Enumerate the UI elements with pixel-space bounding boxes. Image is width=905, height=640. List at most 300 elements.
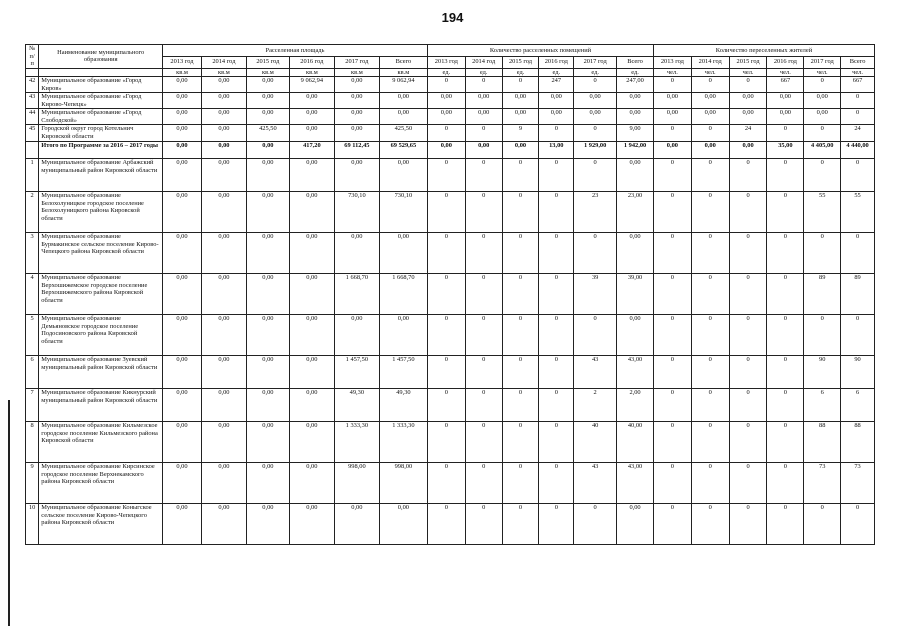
header-unit-rooms-4: ед. [574, 68, 617, 77]
value-cell-rooms-2: 0 [502, 463, 539, 504]
value-cell-people-4: 73 [804, 463, 841, 504]
value-cell-people-0: 0 [653, 159, 691, 192]
value-cell-rooms-2: 9 [502, 125, 539, 142]
value-cell-area-2: 0,00 [246, 77, 289, 93]
value-cell-people-5: 55 [841, 192, 875, 233]
table-row [26, 356, 875, 389]
value-cell-area-0: 0,00 [163, 504, 202, 545]
value-cell-area-1: 0,00 [201, 159, 246, 192]
value-cell-rooms-1: 0 [465, 77, 502, 93]
value-cell-people-1: 0,00 [691, 109, 729, 125]
value-cell-area-5: 9 062,94 [379, 77, 427, 93]
value-cell-people-1: 0 [691, 233, 729, 274]
municipality-name: Муниципальное образование Верхошижемское городское поселение Верхошижемского района Кировской области [39, 274, 163, 315]
value-cell-rooms-3: 0 [539, 315, 574, 356]
value-cell-area-2: 0,00 [246, 389, 289, 422]
value-cell-area-5: 0,00 [379, 93, 427, 109]
value-cell-area-1: 0,00 [201, 389, 246, 422]
value-cell-people-3: 0 [767, 389, 804, 422]
value-cell-rooms-5: 23,00 [617, 192, 654, 233]
value-cell-rooms-0: 0 [427, 77, 465, 93]
value-cell-area-5: 0,00 [379, 504, 427, 545]
value-cell-rooms-3: 0,00 [539, 93, 574, 109]
value-cell-area-3: 0,00 [289, 315, 334, 356]
value-cell-people-0: 0 [653, 463, 691, 504]
value-cell-area-3: 0,00 [289, 389, 334, 422]
value-cell-rooms-4: 39 [574, 274, 617, 315]
value-cell-rooms-2: 0,00 [502, 109, 539, 125]
value-cell-area-5: 69 529,65 [379, 142, 427, 159]
value-cell-people-5: 0 [841, 504, 875, 545]
value-cell-area-1: 0,00 [201, 315, 246, 356]
value-cell-people-4: 0 [804, 159, 841, 192]
value-cell-rooms-2: 0 [502, 159, 539, 192]
value-cell-area-0: 0,00 [163, 109, 202, 125]
header-year-rooms-5: Всего [617, 56, 654, 68]
value-cell-rooms-2: 0,00 [502, 142, 539, 159]
value-cell-rooms-4: 43 [574, 463, 617, 504]
row-number: 3 [26, 233, 39, 274]
header-year-area-4: 2017 год [334, 56, 379, 68]
row-number: 9 [26, 463, 39, 504]
value-cell-people-2: 0,00 [729, 142, 767, 159]
municipality-name: Муниципальное образование Арбажский муниципальный район Кировской области [39, 159, 163, 192]
value-cell-area-3: 0,00 [289, 504, 334, 545]
header-year-rooms-2: 2015 год [502, 56, 539, 68]
header-unit-area-2: кв.м [246, 68, 289, 77]
value-cell-rooms-4: 0 [574, 77, 617, 93]
value-cell-rooms-3: 0 [539, 274, 574, 315]
value-cell-rooms-1: 0 [465, 463, 502, 504]
header-year-people-2: 2015 год [729, 56, 767, 68]
value-cell-rooms-4: 40 [574, 422, 617, 463]
header-year-rooms-1: 2014 год [465, 56, 502, 68]
header-group-people: Количество переселенных жителей [653, 45, 874, 57]
table-row [26, 463, 875, 504]
value-cell-area-4: 1 333,30 [334, 422, 379, 463]
value-cell-people-2: 0,00 [729, 93, 767, 109]
header-year-area-1: 2014 год [201, 56, 246, 68]
value-cell-area-4: 0,00 [334, 159, 379, 192]
value-cell-area-4: 0,00 [334, 93, 379, 109]
table-row [26, 142, 875, 159]
value-cell-rooms-3: 0 [539, 504, 574, 545]
value-cell-people-4: 0,00 [804, 93, 841, 109]
value-cell-people-3: 0 [767, 233, 804, 274]
value-cell-area-1: 0,00 [201, 463, 246, 504]
value-cell-rooms-2: 0,00 [502, 93, 539, 109]
municipality-name: Муниципальное образование «Город Кирово-Чепецк» [39, 93, 163, 109]
value-cell-area-0: 0,00 [163, 233, 202, 274]
value-cell-people-4: 0,00 [804, 109, 841, 125]
value-cell-area-4: 0,00 [334, 504, 379, 545]
value-cell-rooms-3: 0 [539, 356, 574, 389]
value-cell-rooms-1: 0 [465, 233, 502, 274]
value-cell-rooms-3: 0 [539, 389, 574, 422]
value-cell-area-0: 0,00 [163, 77, 202, 93]
value-cell-people-3: 0 [767, 463, 804, 504]
value-cell-rooms-3: 247 [539, 77, 574, 93]
value-cell-rooms-0: 0,00 [427, 142, 465, 159]
value-cell-rooms-1: 0 [465, 125, 502, 142]
value-cell-people-5: 0 [841, 93, 875, 109]
municipality-name: Муниципальное образование Кикнурский муниципальный район Кировской области [39, 389, 163, 422]
value-cell-area-4: 69 112,45 [334, 142, 379, 159]
value-cell-rooms-1: 0 [465, 504, 502, 545]
value-cell-people-3: 0 [767, 192, 804, 233]
value-cell-area-3: 0,00 [289, 109, 334, 125]
table-row [26, 77, 875, 93]
value-cell-area-4: 730,10 [334, 192, 379, 233]
value-cell-rooms-3: 0 [539, 159, 574, 192]
header-year-rooms-0: 2013 год [427, 56, 465, 68]
value-cell-people-4: 0 [804, 77, 841, 93]
row-number: 4 [26, 274, 39, 315]
header-year-people-0: 2013 год [653, 56, 691, 68]
header-unit-area-5: кв.м [379, 68, 427, 77]
header-group-rooms: Количество расселенных помещений [427, 45, 653, 57]
row-number [26, 142, 39, 159]
value-cell-rooms-4: 0 [574, 504, 617, 545]
value-cell-area-1: 0,00 [201, 356, 246, 389]
value-cell-people-4: 89 [804, 274, 841, 315]
value-cell-rooms-0: 0 [427, 504, 465, 545]
value-cell-people-3: 667 [767, 77, 804, 93]
value-cell-rooms-1: 0,00 [465, 93, 502, 109]
value-cell-people-5: 4 440,00 [841, 142, 875, 159]
value-cell-area-2: 0,00 [246, 274, 289, 315]
value-cell-rooms-4: 0 [574, 315, 617, 356]
value-cell-people-3: 0 [767, 422, 804, 463]
value-cell-rooms-3: 0 [539, 463, 574, 504]
value-cell-rooms-5: 0,00 [617, 233, 654, 274]
value-cell-people-2: 0 [729, 77, 767, 93]
value-cell-rooms-2: 0 [502, 389, 539, 422]
value-cell-rooms-5: 2,00 [617, 389, 654, 422]
value-cell-area-5: 998,00 [379, 463, 427, 504]
units-blank-name [39, 68, 163, 77]
header-year-rooms-4: 2017 год [574, 56, 617, 68]
row-number: 43 [26, 93, 39, 109]
value-cell-area-0: 0,00 [163, 463, 202, 504]
value-cell-rooms-5: 0,00 [617, 93, 654, 109]
value-cell-area-3: 0,00 [289, 233, 334, 274]
value-cell-area-5: 1 668,70 [379, 274, 427, 315]
value-cell-people-0: 0 [653, 422, 691, 463]
value-cell-people-0: 0 [653, 233, 691, 274]
value-cell-people-4: 90 [804, 356, 841, 389]
value-cell-rooms-2: 0 [502, 77, 539, 93]
table-row [26, 315, 875, 356]
value-cell-area-3: 0,00 [289, 125, 334, 142]
value-cell-people-5: 667 [841, 77, 875, 93]
header-year-area-3: 2016 год [289, 56, 334, 68]
value-cell-people-0: 0,00 [653, 93, 691, 109]
value-cell-rooms-4: 0,00 [574, 93, 617, 109]
value-cell-people-0: 0 [653, 77, 691, 93]
municipality-name: Муниципальное образование Коныгское сельское поселение Кирово-Чепецкого района Кировской области [39, 504, 163, 545]
value-cell-area-3: 0,00 [289, 274, 334, 315]
value-cell-area-4: 0,00 [334, 77, 379, 93]
value-cell-people-1: 0 [691, 389, 729, 422]
value-cell-people-5: 0 [841, 315, 875, 356]
value-cell-people-4: 88 [804, 422, 841, 463]
value-cell-people-3: 0 [767, 125, 804, 142]
value-cell-rooms-4: 2 [574, 389, 617, 422]
value-cell-area-3: 0,00 [289, 463, 334, 504]
value-cell-area-1: 0,00 [201, 142, 246, 159]
value-cell-rooms-0: 0 [427, 159, 465, 192]
value-cell-rooms-1: 0 [465, 315, 502, 356]
value-cell-area-4: 0,00 [334, 233, 379, 274]
municipality-name: Муниципальное образование Кирсинское городское поселение Верхнекамского района Кировской области [39, 463, 163, 504]
margin-rule [8, 400, 10, 626]
value-cell-rooms-3: 13,00 [539, 142, 574, 159]
value-cell-people-4: 0 [804, 504, 841, 545]
value-cell-area-3: 0,00 [289, 93, 334, 109]
value-cell-rooms-4: 0,00 [574, 109, 617, 125]
row-number: 8 [26, 422, 39, 463]
municipality-name: Муниципальное образование Бурмакинское сельское поселение Кирово-Чепецкого района Кировской области [39, 233, 163, 274]
value-cell-people-0: 0 [653, 504, 691, 545]
value-cell-area-4: 1 668,70 [334, 274, 379, 315]
value-cell-rooms-1: 0 [465, 356, 502, 389]
value-cell-people-1: 0 [691, 159, 729, 192]
row-number: 5 [26, 315, 39, 356]
value-cell-people-4: 0 [804, 125, 841, 142]
row-number: 1 [26, 159, 39, 192]
value-cell-area-0: 0,00 [163, 315, 202, 356]
value-cell-people-5: 0 [841, 159, 875, 192]
page-number: 194 [441, 10, 464, 25]
table-row [26, 159, 875, 192]
header-units-row [26, 68, 875, 77]
header-unit-people-4: чел. [804, 68, 841, 77]
row-number: 10 [26, 504, 39, 545]
value-cell-rooms-0: 0 [427, 233, 465, 274]
value-cell-area-0: 0,00 [163, 192, 202, 233]
value-cell-area-3: 9 062,94 [289, 77, 334, 93]
value-cell-area-0: 0,00 [163, 93, 202, 109]
municipality-name: Муниципальное образование Зуевский муниципальный район Кировской области [39, 356, 163, 389]
value-cell-area-0: 0,00 [163, 142, 202, 159]
value-cell-area-0: 0,00 [163, 125, 202, 142]
value-cell-people-5: 73 [841, 463, 875, 504]
value-cell-area-2: 425,50 [246, 125, 289, 142]
header-year-area-2: 2015 год [246, 56, 289, 68]
value-cell-people-3: 0 [767, 315, 804, 356]
value-cell-rooms-2: 0 [502, 504, 539, 545]
value-cell-rooms-2: 0 [502, 192, 539, 233]
value-cell-people-4: 0 [804, 233, 841, 274]
value-cell-people-3: 0 [767, 504, 804, 545]
value-cell-area-3: 0,00 [289, 356, 334, 389]
municipality-name: Муниципальное образование Демьяновское городское поселение Подосиновского района Кировской области [39, 315, 163, 356]
table-row [26, 192, 875, 233]
value-cell-rooms-0: 0,00 [427, 109, 465, 125]
header-unit-area-1: кв.м [201, 68, 246, 77]
value-cell-rooms-5: 0,00 [617, 159, 654, 192]
value-cell-people-0: 0,00 [653, 142, 691, 159]
value-cell-people-0: 0 [653, 356, 691, 389]
value-cell-area-4: 1 457,50 [334, 356, 379, 389]
value-cell-area-4: 0,00 [334, 315, 379, 356]
value-cell-rooms-2: 0 [502, 233, 539, 274]
value-cell-rooms-4: 0 [574, 159, 617, 192]
value-cell-people-1: 0 [691, 192, 729, 233]
value-cell-people-4: 4 405,00 [804, 142, 841, 159]
value-cell-area-2: 0,00 [246, 356, 289, 389]
value-cell-area-0: 0,00 [163, 356, 202, 389]
value-cell-people-2: 0 [729, 504, 767, 545]
value-cell-people-1: 0 [691, 356, 729, 389]
value-cell-people-0: 0,00 [653, 109, 691, 125]
header-year-area-0: 2013 год [163, 56, 202, 68]
municipality-name: Городской округ город Котельнич Кировской области [39, 125, 163, 142]
value-cell-area-0: 0,00 [163, 274, 202, 315]
value-cell-area-2: 0,00 [246, 192, 289, 233]
value-cell-area-4: 0,00 [334, 109, 379, 125]
table-row [26, 233, 875, 274]
value-cell-area-1: 0,00 [201, 422, 246, 463]
value-cell-area-3: 0,00 [289, 192, 334, 233]
value-cell-people-4: 6 [804, 389, 841, 422]
municipality-name: Муниципальное образование Кильмезское городское поселение Кильмезского района Кировской области [39, 422, 163, 463]
value-cell-rooms-3: 0 [539, 233, 574, 274]
value-cell-people-3: 0 [767, 356, 804, 389]
value-cell-rooms-5: 39,00 [617, 274, 654, 315]
value-cell-people-5: 89 [841, 274, 875, 315]
value-cell-rooms-1: 0,00 [465, 142, 502, 159]
value-cell-rooms-4: 43 [574, 356, 617, 389]
value-cell-people-2: 0 [729, 389, 767, 422]
value-cell-people-0: 0 [653, 125, 691, 142]
value-cell-area-2: 0,00 [246, 463, 289, 504]
value-cell-people-3: 0 [767, 274, 804, 315]
value-cell-people-3: 35,00 [767, 142, 804, 159]
row-number: 42 [26, 77, 39, 93]
value-cell-area-2: 0,00 [246, 422, 289, 463]
value-cell-area-0: 0,00 [163, 422, 202, 463]
header-name: Наименование муниципального образования [39, 45, 163, 69]
value-cell-people-3: 0,00 [767, 109, 804, 125]
value-cell-area-1: 0,00 [201, 93, 246, 109]
header-unit-rooms-3: ед. [539, 68, 574, 77]
header-unit-people-1: чел. [691, 68, 729, 77]
value-cell-people-2: 0,00 [729, 109, 767, 125]
value-cell-people-2: 0 [729, 356, 767, 389]
value-cell-area-2: 0,00 [246, 315, 289, 356]
value-cell-rooms-0: 0 [427, 389, 465, 422]
table-body [26, 77, 875, 545]
value-cell-rooms-4: 0 [574, 125, 617, 142]
value-cell-area-5: 1 457,50 [379, 356, 427, 389]
value-cell-rooms-5: 9,00 [617, 125, 654, 142]
value-cell-rooms-1: 0,00 [465, 109, 502, 125]
value-cell-area-2: 0,00 [246, 142, 289, 159]
header-unit-rooms-1: ед. [465, 68, 502, 77]
municipality-name: Муниципальное образование Белохолуницкое городское поселение Белохолуницкого района Кировской области [39, 192, 163, 233]
value-cell-rooms-1: 0 [465, 192, 502, 233]
value-cell-people-1: 0 [691, 274, 729, 315]
table-row [26, 109, 875, 125]
value-cell-area-2: 0,00 [246, 93, 289, 109]
row-number: 44 [26, 109, 39, 125]
value-cell-area-3: 417,20 [289, 142, 334, 159]
value-cell-area-5: 0,00 [379, 315, 427, 356]
value-cell-people-2: 0 [729, 422, 767, 463]
value-cell-rooms-5: 40,00 [617, 422, 654, 463]
value-cell-rooms-3: 0 [539, 422, 574, 463]
value-cell-rooms-3: 0 [539, 125, 574, 142]
value-cell-people-2: 0 [729, 233, 767, 274]
value-cell-rooms-1: 0 [465, 274, 502, 315]
value-cell-people-5: 24 [841, 125, 875, 142]
value-cell-area-2: 0,00 [246, 233, 289, 274]
value-cell-people-2: 0 [729, 159, 767, 192]
header-unit-rooms-0: ед. [427, 68, 465, 77]
value-cell-rooms-5: 43,00 [617, 356, 654, 389]
value-cell-rooms-5: 0,00 [617, 504, 654, 545]
header-year-people-1: 2014 год [691, 56, 729, 68]
value-cell-people-1: 0 [691, 315, 729, 356]
value-cell-rooms-1: 0 [465, 159, 502, 192]
header-group-area: Расселенная площадь [163, 45, 428, 57]
municipality-name: Муниципальное образование «Город Слободской» [39, 109, 163, 125]
value-cell-people-5: 0 [841, 233, 875, 274]
value-cell-area-1: 0,00 [201, 233, 246, 274]
value-cell-rooms-5: 247,00 [617, 77, 654, 93]
value-cell-area-0: 0,00 [163, 159, 202, 192]
header-unit-area-0: кв.м [163, 68, 202, 77]
value-cell-area-2: 0,00 [246, 109, 289, 125]
value-cell-people-1: 0 [691, 77, 729, 93]
table-row [26, 504, 875, 545]
value-cell-area-1: 0,00 [201, 77, 246, 93]
value-cell-people-2: 0 [729, 192, 767, 233]
value-cell-rooms-2: 0 [502, 422, 539, 463]
header-unit-area-4: кв.м [334, 68, 379, 77]
value-cell-people-1: 0 [691, 422, 729, 463]
value-cell-rooms-1: 0 [465, 422, 502, 463]
row-number: 6 [26, 356, 39, 389]
table-row [26, 125, 875, 142]
value-cell-area-2: 0,00 [246, 159, 289, 192]
value-cell-area-1: 0,00 [201, 125, 246, 142]
value-cell-people-0: 0 [653, 389, 691, 422]
value-cell-rooms-0: 0 [427, 463, 465, 504]
value-cell-people-5: 88 [841, 422, 875, 463]
header-year-rooms-3: 2016 год [539, 56, 574, 68]
value-cell-area-5: 1 333,30 [379, 422, 427, 463]
header-unit-area-3: кв.м [289, 68, 334, 77]
value-cell-area-5: 730,10 [379, 192, 427, 233]
value-cell-area-1: 0,00 [201, 192, 246, 233]
value-cell-people-4: 0 [804, 315, 841, 356]
value-cell-people-2: 0 [729, 315, 767, 356]
header-year-area-5: Всего [379, 56, 427, 68]
value-cell-people-1: 0,00 [691, 93, 729, 109]
value-cell-rooms-1: 0 [465, 389, 502, 422]
table-row [26, 422, 875, 463]
value-cell-rooms-5: 43,00 [617, 463, 654, 504]
value-cell-rooms-5: 1 942,00 [617, 142, 654, 159]
value-cell-people-4: 55 [804, 192, 841, 233]
value-cell-area-2: 0,00 [246, 504, 289, 545]
header-unit-people-3: чел. [767, 68, 804, 77]
value-cell-area-5: 0,00 [379, 159, 427, 192]
value-cell-people-2: 0 [729, 274, 767, 315]
